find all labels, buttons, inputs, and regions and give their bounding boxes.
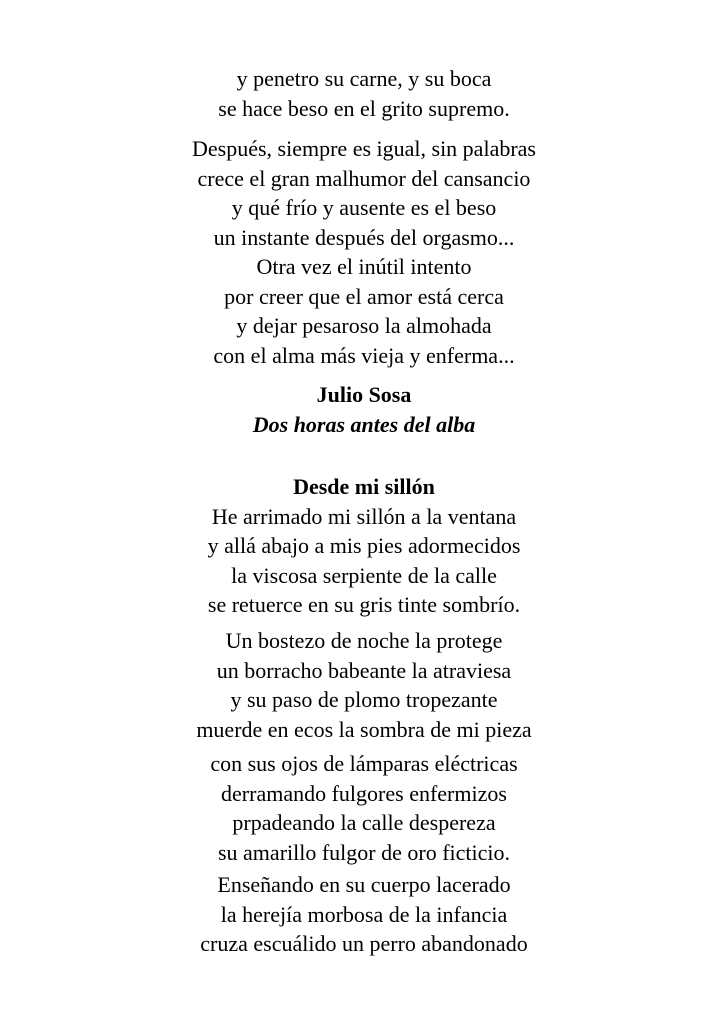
poem-line: y qué frío y ausente es el beso: [231, 195, 497, 220]
poem-line: un borracho babeante la atraviesa: [216, 657, 512, 683]
poem-line: con sus ojos de lámparas eléctricas: [210, 751, 518, 776]
poem-line: la viscosa serpiente de la calle: [231, 562, 497, 588]
poem-line: Un bostezo de noche la protege: [225, 628, 503, 653]
poem-line: Después, siempre es igual, sin palabras: [192, 136, 536, 161]
poem2-stanza-3: [0, 749, 728, 867]
poem-line: la herejía morbosa de la infancia: [220, 901, 508, 927]
poem-line: He arrimado mi sillón a la ventana: [211, 503, 517, 529]
poem-line: prpadeando la calle despereza: [232, 810, 496, 835]
poem-line: y dejar pesaroso la almohada: [236, 313, 492, 338]
poem-line: con el alma más vieja y enferma...: [213, 342, 515, 368]
author-name: Julio Sosa: [316, 382, 412, 407]
poem-line: un instante después del orgasmo...: [213, 224, 515, 250]
poem-line: se hace beso en el grito supremo.: [218, 95, 510, 121]
poem-line: se retuerce en su gris tinte sombrío.: [207, 592, 521, 617]
poem-line: Otra vez el inútil intento: [256, 254, 472, 279]
poem-line: cruza escuálido un perro abandonado: [200, 931, 528, 956]
poem-line: y penetro su carne, y su boca: [236, 66, 492, 91]
poem-line: Enseñando en su cuerpo lacerado: [217, 872, 511, 897]
poem1-stanza-end: [0, 64, 728, 123]
poem-title: Desde mi sillón: [293, 474, 435, 499]
poem-line: y allá abajo a mis pies adormecidos: [207, 533, 521, 558]
poem-line: muerde en ecos la sombra de mi pieza: [196, 716, 532, 742]
poem-line: su amarillo fulgor de oro ficticio.: [217, 839, 511, 865]
poem1-final-stanza: [0, 134, 728, 370]
poem-line: por creer que el amor está cerca: [224, 283, 504, 309]
poem-line: y su paso de plomo tropezante: [230, 687, 498, 712]
book-title: Dos horas antes del alba: [252, 411, 476, 437]
author-signature: [0, 380, 728, 439]
poem2-stanza-2: [0, 626, 728, 744]
poem-line: derramando fulgores enfermizos: [221, 780, 507, 806]
poem2-stanza-4: [0, 870, 728, 959]
poem2-opening: [0, 472, 728, 620]
poem-line: crece el gran malhumor del cansancio: [197, 165, 531, 191]
